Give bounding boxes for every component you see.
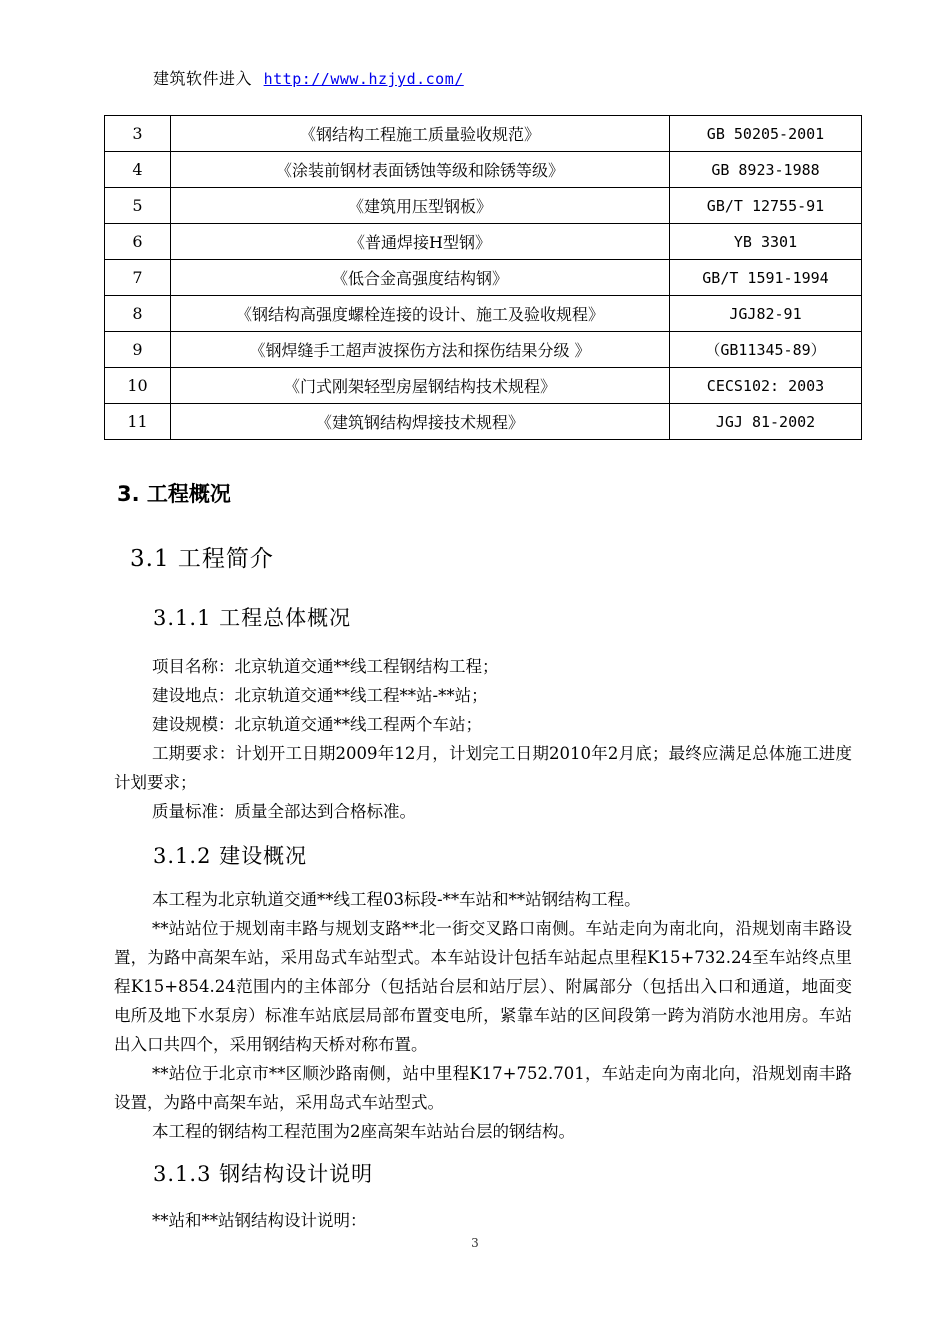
row-number: 6 bbox=[105, 224, 171, 260]
paragraph: **站站位于规划南丰路与规划支路**北一街交叉路口南侧。车站走向为南北向，沿规划南丰路设置，为路中高架车站，采用岛式车站型式。本车站设计包括车站起点里程K15+732.24至车站终点里程K15+854.24范围内的主体部分（包括站台层和站厅层）、附属部分（包括出入口和通道，地面变电所及地下水泵房）标准车站底层局部布置变电所，紧靠车站的区间段第一跨为消防水池用房。车站出入口共四个，采用钢结构天桥对称布置。 bbox=[114, 919, 852, 1054]
section-3-heading: 3. 工程概况 bbox=[117, 482, 231, 506]
header-label: 建筑软件进入 bbox=[153, 69, 253, 88]
standard-title: 《普通焊接H型钢》 bbox=[171, 224, 670, 260]
standard-title: 《钢焊缝手工超声波探伤方法和探伤结果分级 》 bbox=[171, 332, 670, 368]
project-overview-block bbox=[114, 652, 852, 826]
quality-line: 质量标准：质量全部达到合格标准。 bbox=[152, 802, 416, 821]
project-name-line: 项目名称：北京轨道交通**线工程钢结构工程； bbox=[152, 657, 499, 676]
paragraph: 本工程的钢结构工程范围为2座高架车站站台层的钢结构。 bbox=[152, 1122, 575, 1141]
standards-table bbox=[104, 115, 862, 440]
project-location-line: 建设地点：北京轨道交通**线工程**站-**站； bbox=[152, 686, 488, 705]
standard-title: 《建筑钢结构焊接技术规程》 bbox=[171, 404, 670, 440]
row-number: 7 bbox=[105, 260, 171, 296]
row-number: 10 bbox=[105, 368, 171, 404]
header-link[interactable]: http://www.hzjyd.com/ bbox=[263, 70, 464, 88]
schedule-line: 工期要求：计划开工日期2009年12月，计划完工日期2010年2月底；最终应满足总体施工进度计划要求； bbox=[114, 744, 852, 792]
section-3-1-heading: 3.1 工程简介 bbox=[130, 546, 274, 572]
section-3-1-3-heading: 3.1.3 钢结构设计说明 bbox=[153, 1162, 374, 1186]
table-row bbox=[105, 404, 862, 440]
table-row bbox=[105, 332, 862, 368]
row-number: 3 bbox=[105, 116, 171, 152]
project-scale-line: 建设规模：北京轨道交通**线工程两个车站； bbox=[152, 715, 482, 734]
paragraph: **站和**站钢结构设计说明： bbox=[152, 1211, 367, 1230]
row-number: 5 bbox=[105, 188, 171, 224]
standard-title: 《低合金高强度结构钢》 bbox=[171, 260, 670, 296]
section-3-1-2-heading: 3.1.2 建设概况 bbox=[153, 844, 308, 868]
table-row bbox=[105, 368, 862, 404]
table-row bbox=[105, 224, 862, 260]
table-row bbox=[105, 188, 862, 224]
row-number: 11 bbox=[105, 404, 171, 440]
table-row bbox=[105, 296, 862, 332]
standard-title: 《门式刚架轻型房屋钢结构技术规程》 bbox=[171, 368, 670, 404]
section-3-1-1-heading: 3.1.1 工程总体概况 bbox=[153, 606, 352, 630]
standard-title: 《建筑用压型钢板》 bbox=[171, 188, 670, 224]
standard-code: JGJ 81-2002 bbox=[670, 404, 862, 440]
standard-code: GB 8923-1988 bbox=[670, 152, 862, 188]
standard-code: YB 3301 bbox=[670, 224, 862, 260]
steel-design-block bbox=[114, 1206, 852, 1235]
paragraph: 本工程为北京轨道交通**线工程03标段-**车站和**站钢结构工程。 bbox=[152, 890, 641, 909]
standard-code: GB/T 1591-1994 bbox=[670, 260, 862, 296]
standard-code: GB 50205-2001 bbox=[670, 116, 862, 152]
row-number: 9 bbox=[105, 332, 171, 368]
standard-code: （GB11345-89） bbox=[670, 332, 862, 368]
row-number: 8 bbox=[105, 296, 171, 332]
row-number: 4 bbox=[105, 152, 171, 188]
paragraph: **站位于北京市**区顺沙路南侧，站中里程K17+752.701，车站走向为南北向，沿规划南丰路设置，为路中高架车站，采用岛式车站型式。 bbox=[114, 1064, 852, 1112]
standard-title: 《钢结构高强度螺栓连接的设计、施工及验收规程》 bbox=[171, 296, 670, 332]
table-row bbox=[105, 260, 862, 296]
table-row bbox=[105, 152, 862, 188]
table-row bbox=[105, 116, 862, 152]
standard-code: CECS102: 2003 bbox=[670, 368, 862, 404]
page-number: 3 bbox=[471, 1236, 479, 1250]
standard-title: 《涂装前钢材表面锈蚀等级和除锈等级》 bbox=[171, 152, 670, 188]
construction-overview-block bbox=[114, 885, 852, 1146]
standard-code: GB/T 12755-91 bbox=[670, 188, 862, 224]
page-header bbox=[153, 66, 464, 89]
standard-code: JGJ82-91 bbox=[670, 296, 862, 332]
standard-title: 《钢结构工程施工质量验收规范》 bbox=[171, 116, 670, 152]
